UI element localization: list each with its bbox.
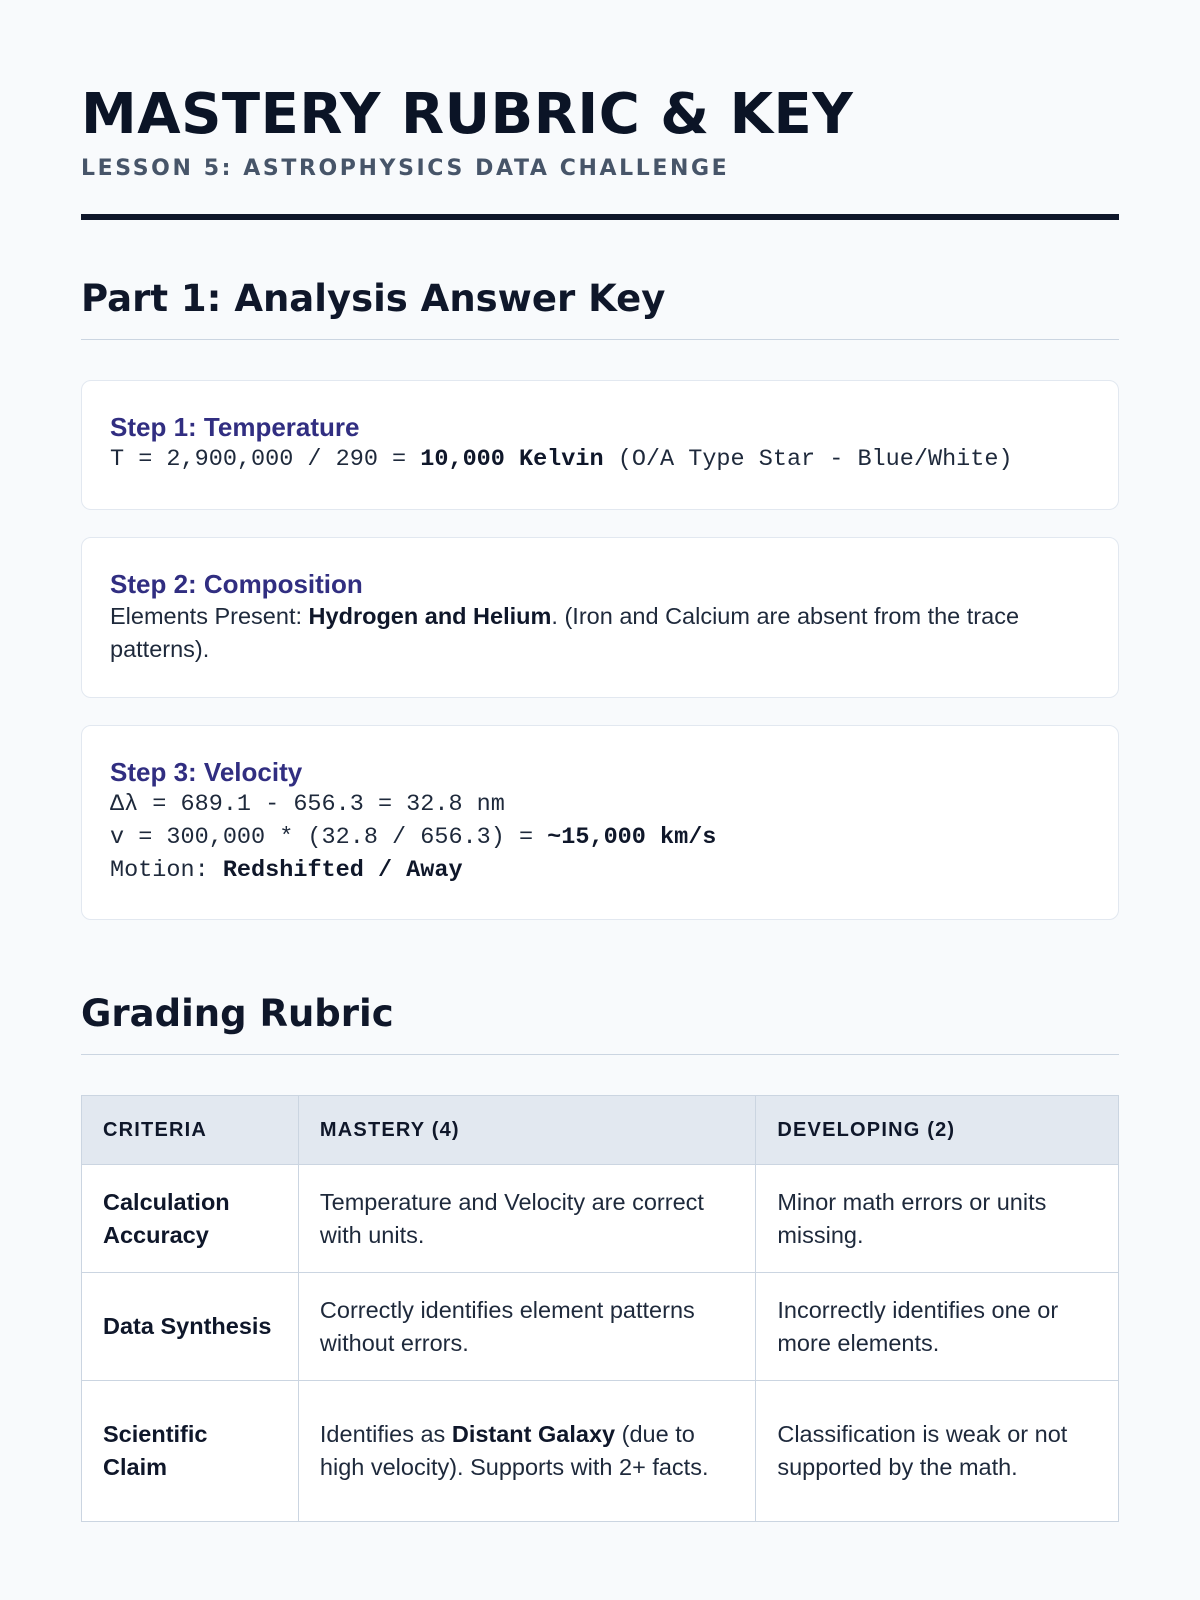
criteria-cell: Calculation Accuracy (82, 1165, 299, 1273)
table-row (82, 1381, 1119, 1522)
criteria-cell: Data Synthesis (82, 1273, 299, 1381)
answer-key-heading: Part 1: Analysis Answer Key (81, 277, 666, 320)
mastery-text-start: Identifies as (319, 1421, 452, 1447)
mastery-text-end: (due to high velocity). Supports with 2+ facts. (319, 1421, 709, 1480)
mastery-cell: Correctly identifies element patterns without errors. (298, 1273, 755, 1381)
mastery-highlight: Distant Galaxy (451, 1421, 616, 1447)
step3-title: Step 3: Velocity (110, 757, 303, 787)
rubric-heading: Grading Rubric (81, 992, 394, 1035)
step2-answer: Hydrogen and Helium (308, 603, 552, 629)
header-divider (81, 214, 1119, 220)
step3-velocity-answer: ~15,000 km/s (547, 824, 717, 851)
step3-motion-label: Motion: (110, 857, 223, 884)
developing-cell: Minor math errors or units missing. (756, 1165, 1119, 1273)
step2-note: . (Iron and Calcium are absent from the trace patterns). (110, 603, 1020, 662)
table-row (82, 1273, 1119, 1381)
table-row (82, 1165, 1119, 1273)
step3-delta-line: Δλ = 689.1 - 656.3 = 32.8 nm (110, 791, 505, 818)
answer-key-divider (81, 339, 1119, 340)
step1-note: (O/A Type Star - Blue/White) (603, 446, 1013, 473)
step3-velocity-formula: v = 300,000 * (32.8 / 656.3) = (110, 824, 548, 851)
step2-card (81, 537, 1119, 698)
rubric-divider (81, 1054, 1119, 1055)
developing-cell: Classification is weak or not supported by the math. (756, 1381, 1119, 1522)
step2-title: Step 2: Composition (110, 569, 363, 599)
criteria-cell: Scientific Claim (82, 1381, 299, 1522)
table-header-row (82, 1096, 1119, 1165)
step2-text (110, 600, 1090, 666)
step3-velocity-line (110, 821, 1090, 854)
step1-title: Step 1: Temperature (110, 412, 360, 442)
step3-motion-answer: Redshifted / Away (222, 857, 463, 884)
step1-formula (110, 443, 1090, 476)
rubric-table (81, 1095, 1119, 1522)
column-header-developing: DEVELOPING (2) (756, 1096, 1119, 1165)
page-subtitle: LESSON 5: ASTROPHYSICS DATA CHALLENGE (81, 156, 730, 181)
column-header-criteria: CRITERIA (82, 1096, 299, 1165)
page-title: MASTERY RUBRIC & KEY (81, 82, 854, 147)
mastery-cell: Temperature and Velocity are correct with units. (298, 1165, 755, 1273)
step3-motion-line (110, 854, 1090, 887)
step1-answer: 10,000 Kelvin (420, 446, 604, 473)
step3-card (81, 725, 1119, 920)
step1-formula-text: T = 2,900,000 / 290 = (110, 446, 421, 473)
mastery-cell (298, 1381, 755, 1522)
developing-cell: Incorrectly identifies one or more elements. (756, 1273, 1119, 1381)
step1-card (81, 380, 1119, 510)
column-header-mastery: MASTERY (4) (298, 1096, 755, 1165)
step2-label: Elements Present: (110, 603, 309, 629)
